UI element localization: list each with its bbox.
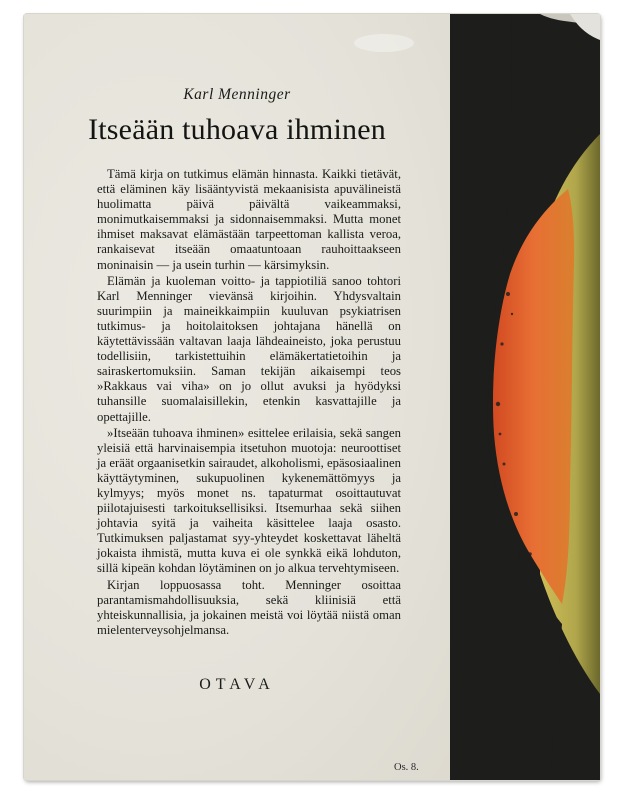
author-name: Karl Menninger (183, 86, 291, 103)
blurb-text (97, 167, 401, 639)
blurb-paragraph-2: Elämän ja kuoleman voitto- ja tappiotiliä sanoo tohtori Karl Menninger vievänsä kirjoihin. Yhdysvaltain suurimpiin ja maineikkaimpiin kuuluvan psykiatrisen tutkimus- ja hoitolaitoksen johtajana hänellä on käytettävissään valtavan laaja lähdeaineisto, joka perustuu todellisiin, tarkistettuihin elämäkertatietoihin ja sairaskertomuksiin. Saman tekijän aikaisempi teos »Rakkaus vai viha» on jo ollut avuksi ja hyödyksi tuhansille suomalaisillekin, etenkin kasvattajille ja opettajille. (97, 273, 401, 424)
publisher-name: OTAVA (199, 676, 275, 693)
blurb-paragraph-4: Kirjan loppuosassa toht. Menninger osoittaa parantamismahdollisuuksia, sekä kliinisiä että yhteiskunnallisia, ja jokainen meistä voi löytää niistä oman mielenterveysohjelmansa. (97, 577, 401, 637)
book-back-cover (24, 14, 600, 780)
flame-artwork (450, 14, 600, 780)
catalog-code: Os. 8. (394, 762, 419, 773)
spine-artwork (450, 14, 600, 780)
book-title: Itseään tuhoava ihminen (88, 113, 386, 146)
blurb-paragraph-3: »Itseään tuhoava ihminen» esittelee erilaisia, sekä sangen yleisiä että harvinaisempia itsetuhon muotoja: neuroottiset ja eräät orgaanisetkin sairaudet, alkoholismi, epäsosiaalinen käyttäytyminen, sukupuolinen kykenemättömyys ja kylmyys; myös monet ns. tapaturmat osoittautuvat piilotajuisesti tarkoituksellisiksi. Itsemurhaa sekä siihen johtavia syitä ja vaiheita käsittelee laaja osasto. Tutkimuksen paljastamat syy-yhteydet koskettavat läheltä jokaista ihmistä, mutta kuva ei ole synkkä eikä lohduton, sillä kipeän kohdan löytäminen on jo alkua tervehtymiseen. (97, 425, 401, 576)
paper-scuff (354, 34, 414, 52)
cover-text-panel (24, 14, 450, 780)
blurb-paragraph-1: Tämä kirja on tutkimus elämän hinnasta. Kaikki tietävät, että eläminen käy lisääntyvistä mekaanisista apuvälineistä huolimatta päivä päivältä vaikeammaksi, monimutkaisemmaksi ja sidonnaisemmaksi. Mutta monet ihmiset maksavat elämästään tarpeettoman kallista veroa, rankaisevat itseään omaatuntoaan rauhoittaakseen moninaisin — ja usein turhin — kärsimyksin. (97, 167, 401, 272)
